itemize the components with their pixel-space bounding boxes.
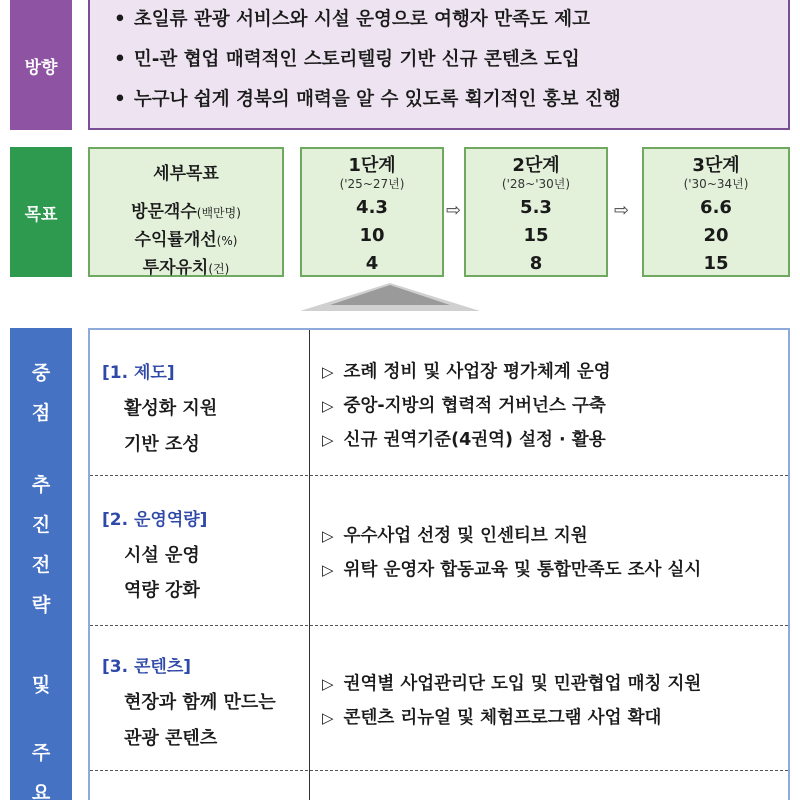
goal-criteria-box bbox=[88, 147, 284, 277]
goal-label: 목표 bbox=[10, 147, 72, 277]
stage-value: 20 bbox=[703, 225, 729, 246]
section-title: 현장과 함께 만드는 bbox=[124, 692, 276, 713]
stage-name: 3단계 bbox=[692, 155, 740, 176]
strategy-label-char: 주 bbox=[31, 742, 51, 764]
row-divider bbox=[90, 770, 788, 771]
arrow-right-icon: ⇨ bbox=[614, 200, 630, 221]
stage-1-box bbox=[300, 147, 444, 277]
strategy-item: ▷ 조례 정비 및 사업장 평가체계 운영 bbox=[322, 362, 611, 382]
stage-period: ('30~34년) bbox=[683, 177, 749, 191]
section-tag: [3. 콘텐츠] bbox=[102, 657, 192, 677]
strategy-label-char: 전 bbox=[31, 554, 51, 576]
stage-2-box bbox=[464, 147, 608, 277]
strategy-item: ▷ 권역별 사업관리단 도입 및 민관협업 매칭 지원 bbox=[322, 674, 702, 694]
section-title: 활성화 지원 bbox=[124, 398, 218, 419]
stage-value: 6.6 bbox=[700, 197, 732, 218]
criteria-row: 수익률개선(%) bbox=[134, 230, 238, 250]
strategy-label-char: 추 bbox=[31, 474, 51, 496]
section-tag: [2. 운영역량] bbox=[102, 510, 208, 530]
section-tag: [1. 제도] bbox=[102, 363, 175, 383]
section-title: 관광 콘텐츠 bbox=[124, 728, 218, 749]
strategy-item: ▷ 신규 권역기준(4권역) 설정 · 활용 bbox=[322, 430, 606, 450]
strategy-label-char: 요 bbox=[31, 782, 51, 800]
strategy-label-char: 및 bbox=[31, 674, 51, 696]
stage-name: 2단계 bbox=[512, 155, 560, 176]
section-title: 기반 조성 bbox=[124, 434, 200, 455]
strategy-item: ▷ 위탁 운영자 합동교육 및 통합만족도 조사 실시 bbox=[322, 560, 702, 580]
stage-name: 1단계 bbox=[348, 155, 396, 176]
strategy-item: ▷ 콘텐츠 리뉴얼 및 체험프로그램 사업 확대 bbox=[322, 708, 662, 728]
strategy-label bbox=[10, 328, 72, 800]
strategy-label-char: 진 bbox=[31, 514, 51, 536]
criteria-row: 투자유치(건) bbox=[142, 258, 230, 278]
stage-value: 4 bbox=[365, 253, 379, 274]
section-title: 시설 운영 bbox=[124, 545, 200, 566]
strategy-item: ▷ 우수사업 선정 및 인센티브 지원 bbox=[322, 526, 588, 546]
stage-value: 5.3 bbox=[520, 197, 552, 218]
strategy-item: ▷ 중앙-지방의 협력적 거버넌스 구축 bbox=[322, 396, 606, 416]
criteria-row: 방문객수(백만명) bbox=[131, 202, 241, 222]
stage-period: ('25~27년) bbox=[339, 177, 405, 191]
strategy-table bbox=[88, 328, 790, 800]
stage-value: 10 bbox=[359, 225, 385, 246]
stage-value: 4.3 bbox=[356, 197, 388, 218]
direction-item: • 초일류 관광 서비스와 시설 운영으로 여행자 만족도 제고 bbox=[114, 9, 590, 30]
stage-value: 15 bbox=[703, 253, 729, 274]
up-arrow-highlight bbox=[330, 285, 450, 305]
direction-label: 방향 bbox=[10, 0, 72, 130]
strategy-label-char: 중 bbox=[31, 362, 51, 384]
strategy-label-char: 략 bbox=[31, 594, 51, 616]
direction-item: • 누구나 쉽게 경북의 매력을 알 수 있도록 획기적인 홍보 진행 bbox=[114, 89, 621, 110]
strategy-label-char: 점 bbox=[31, 402, 51, 424]
stage-3-box bbox=[642, 147, 790, 277]
stage-value: 15 bbox=[523, 225, 549, 246]
direction-item: • 민-관 협업 매력적인 스토리텔링 기반 신규 콘텐츠 도입 bbox=[114, 49, 580, 70]
stage-period: ('28~'30년) bbox=[501, 177, 571, 191]
section-title: 역량 강화 bbox=[124, 580, 200, 601]
criteria-title: 세부목표 bbox=[153, 164, 219, 184]
column-divider bbox=[309, 330, 310, 800]
row-divider bbox=[90, 475, 788, 476]
direction-box bbox=[88, 0, 790, 130]
arrow-right-icon: ⇨ bbox=[446, 200, 462, 221]
row-divider bbox=[90, 625, 788, 626]
stage-value: 8 bbox=[529, 253, 543, 274]
